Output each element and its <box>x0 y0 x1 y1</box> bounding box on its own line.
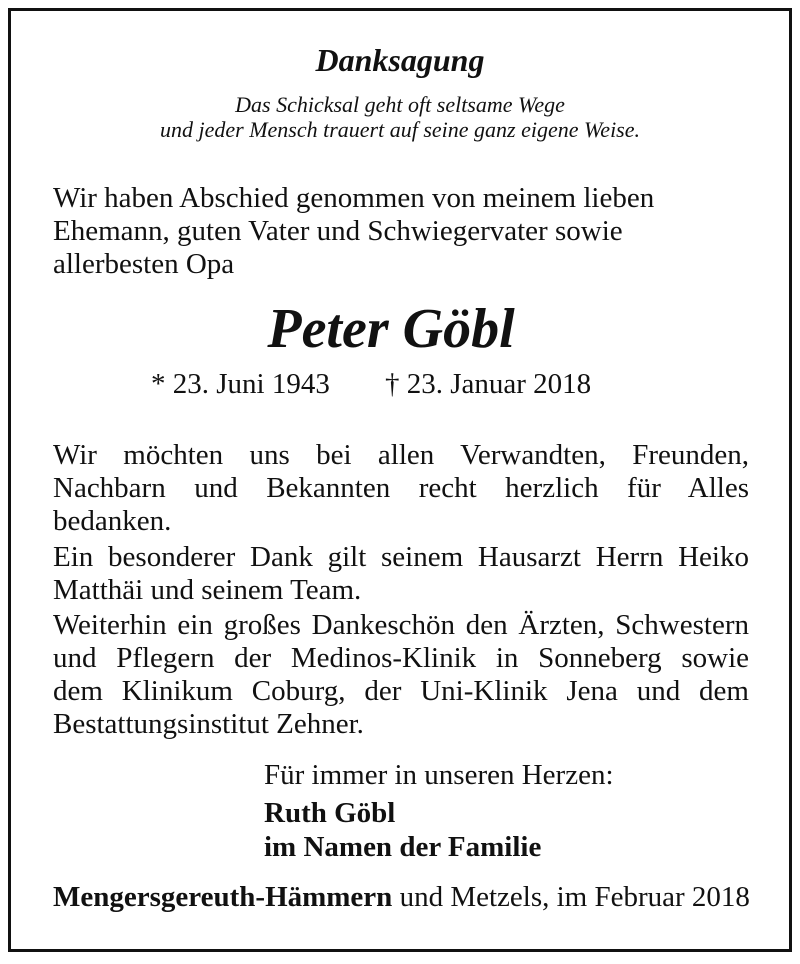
thanks-3-line-2: und Pflegern der Medinos-Klinik in Sonneberg sowie <box>53 642 749 674</box>
thanks-1-line-1: Wir möchten uns bei allen Verwandten, Freunden, <box>53 439 749 471</box>
thanks-3-line-1: Weiterhin ein großes Dankeschön den Ärzten, Schwestern <box>53 609 749 641</box>
motto-line-2: und jeder Mensch trauert auf seine ganz eigene Weise. <box>159 117 641 142</box>
notice-frame <box>8 8 792 952</box>
place-bold: Mengersgereuth-Hämmern <box>53 881 393 913</box>
thanks-3-line-3: dem Klinikum Coburg, der Uni-Klinik Jena und dem <box>53 675 749 707</box>
intro-line-2: Ehemann, guten Vater und Schwiegervater sowie <box>53 215 623 247</box>
signer-note: im Namen der Familie <box>264 831 542 863</box>
intro-line-1: Wir haben Abschied genommen von meinem lieben <box>53 182 655 214</box>
thanks-2-line-1: Ein besonderer Dank gilt seinem Hausarzt Herrn Heiko <box>53 541 749 573</box>
signer-name: Ruth Göbl <box>264 797 396 829</box>
notice-heading: Danksagung <box>315 42 485 78</box>
thanks-1-line-3: bedanken. <box>53 505 172 537</box>
intro-line-3: allerbesten Opa <box>53 248 235 280</box>
motto-line-1: Das Schicksal geht oft seltsame Wege <box>235 92 565 117</box>
place-and-date <box>53 881 749 914</box>
birth-date: * 23. Juni 1943 <box>151 368 330 400</box>
thanks-2-line-2: Matthäi und seinem Team. <box>53 574 362 606</box>
death-date: † 23. Januar 2018 <box>385 368 592 400</box>
place-rest: und Metzels, im Februar 2018 <box>392 881 750 913</box>
deceased-name: Peter Göbl <box>267 298 515 360</box>
thanks-1-line-2: Nachbarn und Bekannten recht herzlich für Alles <box>53 472 749 504</box>
thanks-3-line-4: Bestattungsinstitut Zehner. <box>53 708 364 740</box>
closing-line: Für immer in unseren Herzen: <box>264 759 614 791</box>
